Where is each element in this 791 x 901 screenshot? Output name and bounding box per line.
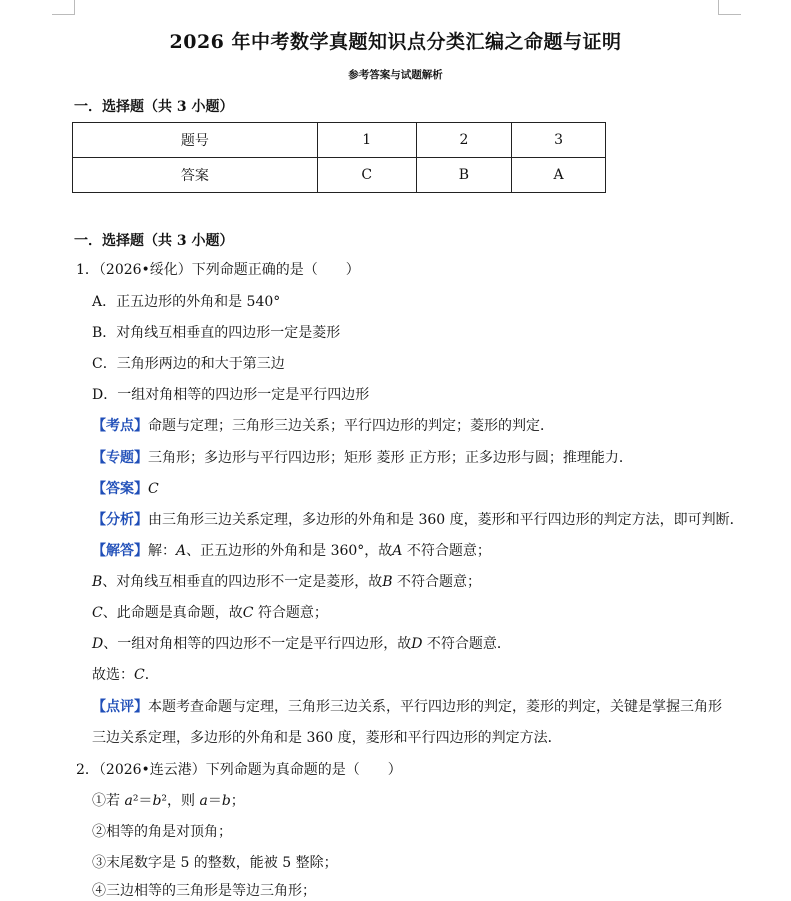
table-cell: 3 — [512, 123, 606, 158]
table-row — [73, 123, 606, 158]
s1-eq: ²＝ — [132, 793, 153, 809]
jieda-d-text: 、一组对角相等的四边形不一定是平行四边形，故 — [103, 636, 412, 652]
dianping-text-1: 本题考查命题与定理，三角形三边关系，平行四边形的判定，菱形的判定，关键是掌握三角形 — [148, 699, 722, 715]
section-heading-questions: 一．选择题（共 3 小题） — [74, 233, 234, 249]
jieda-b-end: 不符合题意； — [392, 574, 482, 590]
jieda-c-letter2: C — [242, 605, 254, 621]
question-1-stem: 1．（2026•绥化）下列命题正确的是（ ） — [76, 262, 360, 278]
question-1-jieda-b — [92, 572, 481, 592]
question-1-option-d: D．一组对角相等的四边形一定是平行四边形 — [92, 387, 370, 403]
table-cell: C — [317, 158, 416, 193]
fenxi-tag: 【分析】 — [92, 512, 148, 528]
jieda-tag: 【解答】 — [92, 543, 148, 559]
dianping-tag: 【点评】 — [92, 699, 148, 715]
answer-table — [72, 122, 606, 193]
table-cell: B — [416, 158, 511, 193]
jieda-a-end: 不符合题意； — [402, 543, 491, 559]
guxuan-end: ． — [144, 667, 159, 683]
jieda-a-letter: A — [176, 543, 187, 559]
jieda-d-end: 不符合题意． — [422, 636, 511, 652]
jieda-c-letter: C — [92, 605, 103, 621]
question-1-option-a: A．正五边形的外角和是 540° — [92, 294, 281, 310]
s1-prefix: ①若 — [92, 793, 125, 809]
question-1-jieda — [92, 541, 491, 561]
question-1-option-c: C．三角形两边的和大于第三边 — [92, 356, 285, 372]
question-1-dianping-cont: 三边关系定理，多边形的外角和是 360 度，菱形和平行四边形的判定方法． — [92, 730, 562, 746]
s1-a: a — [124, 793, 133, 809]
document-title: 2026 年中考数学真题知识点分类汇编之命题与证明 — [169, 31, 622, 53]
question-1-kaodian — [92, 416, 554, 436]
jieda-d-letter: D — [92, 636, 104, 652]
jieda-c-end: 符合题意； — [253, 605, 328, 621]
table-cell: 题号 — [73, 123, 318, 158]
answer-tag: 【答案】 — [92, 481, 148, 497]
question-2-statement-4: ④三边相等的三角形是等边三角形； — [92, 883, 316, 899]
guxuan-prefix: 故选： — [92, 667, 134, 683]
question-1-jieda-c — [92, 603, 328, 623]
question-1-option-b: B．对角线互相垂直的四边形一定是菱形 — [92, 325, 341, 341]
s1-b: b — [152, 793, 162, 809]
document-subtitle: 参考答案与试题解析 — [348, 69, 443, 81]
jieda-a-text: 、正五边形的外角和是 360°，故 — [186, 543, 393, 559]
guxuan-letter: C — [134, 667, 145, 683]
s1-a2: a — [199, 793, 208, 809]
question-2-statement-2: ②相等的角是对顶角； — [92, 824, 232, 840]
question-1-guxuan — [92, 665, 159, 685]
fenxi-text: 由三角形三边关系定理，多边形的外角和是 360 度，菱形和平行四边形的判定方法，即可判断． — [148, 512, 744, 528]
jieda-b-letter: B — [92, 574, 103, 590]
jieda-b-letter2: B — [382, 574, 393, 590]
s1-b2: b — [221, 793, 231, 809]
table-cell: A — [512, 158, 606, 193]
jieda-a-letter2: A — [392, 543, 403, 559]
kaodian-tag: 【考点】 — [92, 418, 148, 434]
answer-text: C — [148, 481, 159, 497]
question-2-statement-1 — [92, 791, 245, 811]
kaodian-text: 命题与定理；三角形三边关系；平行四边形的判定；菱形的判定． — [148, 418, 554, 434]
table-row — [73, 158, 606, 193]
table-cell: 2 — [416, 123, 511, 158]
question-2-stem: 2．（2026•连云港）下列命题为真命题的是（ ） — [76, 762, 402, 778]
s1-end: ； — [230, 793, 245, 809]
jieda-c-text: 、此命题是真命题，故 — [102, 605, 243, 621]
question-1-dianping — [92, 697, 722, 717]
question-2-statement-3: ③末尾数字是 5 的整数，能被 5 整除； — [92, 855, 338, 871]
table-cell: 答案 — [73, 158, 318, 193]
question-1-jieda-d — [92, 634, 511, 654]
question-1-answer — [92, 479, 159, 499]
table-cell: 1 — [317, 123, 416, 158]
zhuanti-text: 三角形；多边形与平行四边形；矩形 菱形 正方形；正多边形与圆；推理能力． — [148, 450, 633, 466]
jieda-b-text: 、对角线互相垂直的四边形不一定是菱形，故 — [102, 574, 383, 590]
section-heading-answers: 一．选择题（共 3 小题） — [74, 99, 234, 115]
s1-mid: ²，则 — [161, 793, 200, 809]
s1-eq2: ＝ — [207, 793, 222, 809]
question-1-fenxi — [92, 510, 744, 530]
jieda-prefix: 解： — [148, 543, 176, 559]
crop-mark-left — [52, 0, 75, 15]
question-1-zhuanti — [92, 448, 633, 468]
zhuanti-tag: 【专题】 — [92, 450, 148, 466]
jieda-d-letter2: D — [411, 636, 423, 652]
crop-mark-right — [718, 0, 741, 15]
